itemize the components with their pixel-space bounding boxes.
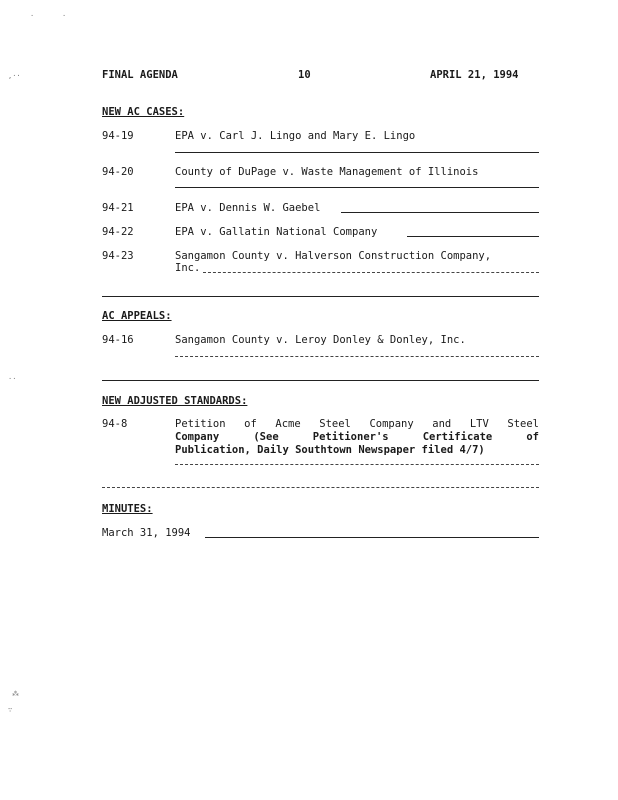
minutes-entry: March 31, 1994 [102,527,191,539]
blank-line [175,356,539,357]
scan-speck: ⁂ [12,690,19,698]
scan-speck: · [62,12,67,20]
case-title: EPA v. Gallatin National Company [175,226,378,238]
case-title-continued: Company (See Petitioner's Certificate of [175,431,539,443]
blank-line [341,212,539,213]
case-number: 94-20 [102,166,134,178]
page-number: 10 [298,69,311,81]
case-title: Sangamon County v. Leroy Donley & Donley, Inc. [175,334,466,346]
blank-line [175,464,539,465]
section-divider [102,296,539,297]
blank-line [203,272,539,273]
scan-speck: ∵ [8,706,13,714]
scan-speck: · [30,12,35,20]
case-title: EPA v. Carl J. Lingo and Mary E. Lingo [175,130,416,142]
header-title: FINAL AGENDA [102,69,178,81]
section-heading-new-adjusted-standards: NEW ADJUSTED STANDARDS: [102,395,248,407]
case-title: Sangamon County v. Halverson Construction Company, [175,250,492,262]
scan-speck: ·· [8,375,17,383]
case-number: 94-22 [102,226,134,238]
blank-line [175,187,539,188]
blank-line [175,152,539,153]
case-number: 94-16 [102,334,134,346]
case-number: 94-8 [102,418,128,430]
blank-line [205,537,539,538]
section-heading-ac-appeals: AC APPEALS: [102,310,172,322]
case-title: Petition of Acme Steel Company and LTV Steel [175,418,539,430]
header-date: APRIL 21, 1994 [430,69,519,81]
case-title-continued: Publication, Daily Southtown Newspaper filed 4/7) [175,444,485,456]
blank-line [407,236,539,237]
case-number: 94-19 [102,130,134,142]
section-heading-minutes: MINUTES: [102,503,153,515]
case-title-continued: Inc. [175,262,201,274]
case-number: 94-23 [102,250,134,262]
case-title: County of DuPage v. Waste Management of Illinois [175,166,479,178]
case-title: EPA v. Dennis W. Gaebel [175,202,321,214]
section-heading-new-ac-cases: NEW AC CASES: [102,106,185,118]
section-divider [102,487,539,488]
section-divider [102,380,539,381]
scan-speck: ,·· [8,72,21,80]
case-number: 94-21 [102,202,134,214]
